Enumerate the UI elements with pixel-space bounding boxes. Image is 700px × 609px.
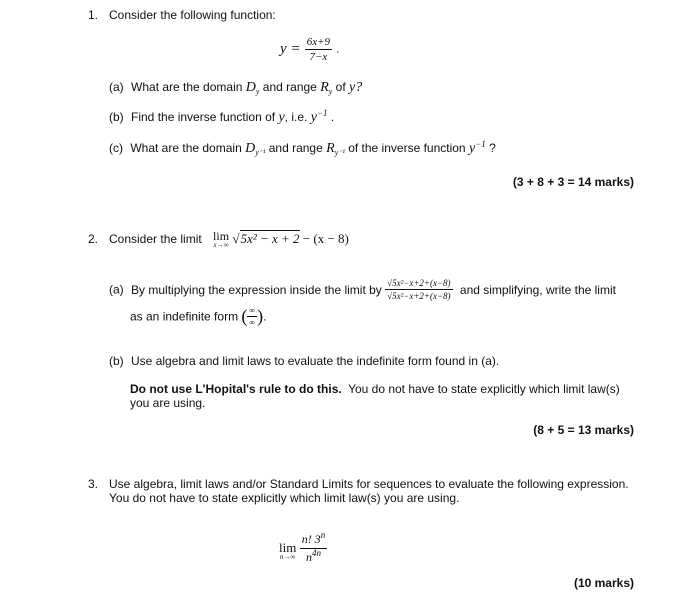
q2-sqrt-argument: 5x² − x + 2 xyxy=(240,231,300,246)
q1-c-text: What are the domain xyxy=(130,141,242,155)
q2-a-conjugate-fraction xyxy=(385,278,452,301)
q2-limit-operator: lim x→∞ xyxy=(213,229,230,249)
q1-a-y: y? xyxy=(349,80,363,95)
q2-b-label: (b) xyxy=(109,354,124,368)
q2-marks: (8 + 5 = 13 marks) xyxy=(533,423,634,437)
q1-c-label: (c) xyxy=(109,141,123,155)
q1-b-ie: , i.e. xyxy=(284,110,308,124)
q1-a-domain-symbol: $D_y$ xyxy=(245,80,260,96)
q1-eq-fraction xyxy=(305,36,332,63)
q3-intro-2: You do not have to state explicitly which limit law(s) you are using. xyxy=(109,491,460,505)
q2-a-text-2: and simplifying, write the limit xyxy=(459,282,616,297)
q1-marks: (3 + 8 + 3 = 14 marks) xyxy=(512,175,634,189)
q3-intro-1: Use algebra, limit laws and/or Standard Limits for sequences to evaluate the following expression. xyxy=(109,477,629,491)
q2-part-a xyxy=(109,278,616,301)
q2-intro-text: Consider the limit xyxy=(109,232,202,246)
q2-a-text: By multiplying the expression inside the limit by xyxy=(131,282,382,297)
q2-a-label: (a) xyxy=(109,282,124,297)
q1-eq-lhs: y = xyxy=(280,41,301,57)
q3-number: 3. xyxy=(88,477,99,491)
q1-b-y: y xyxy=(278,110,285,125)
q2-b-text-2: You do not have to state explicitly which limit law(s) xyxy=(348,382,620,396)
q1-b-text: Find the inverse function of xyxy=(131,110,276,124)
q2-a-indefinite-form: $\frac{\infty}{\infty}$ xyxy=(249,306,256,327)
q2-limit-expression: √5x² − x + 2 − (x − 8) xyxy=(232,231,349,246)
q2-expr-rest: − (x − 8) xyxy=(302,231,349,246)
q2-a-end: . xyxy=(263,309,267,324)
q2-b-text-3: you are using. xyxy=(130,396,206,410)
q1-a-text-2: and range xyxy=(262,80,317,94)
q3-denominator: $n^{4n}$ xyxy=(305,548,321,564)
q2-intro xyxy=(109,230,349,249)
q3-marks: (10 marks) xyxy=(573,576,634,590)
q3-limit-operator: lim n→∞ xyxy=(279,540,297,561)
q3-limit-subscript: n→∞ xyxy=(279,553,296,561)
q2-b-text: Use algebra and limit laws to evaluate the indefinite form found in (a). xyxy=(131,354,500,368)
q2-a-conjugate-num: √5x²−x+2+(x−8) xyxy=(387,278,451,288)
q2-a-conjugate-den: √5x²−x+2+(x−8) xyxy=(387,291,451,301)
q1-part-b xyxy=(109,110,334,126)
q1-c-end: ? xyxy=(489,141,496,155)
q1-part-c xyxy=(109,141,496,157)
q1-b-label: (b) xyxy=(109,110,124,124)
q2-part-a-line2: as an indefinite form ( $\frac{\infty}{\infty}$ ). xyxy=(130,306,267,327)
q2-limit-subscript: x→∞ xyxy=(213,241,229,249)
q1-part-a xyxy=(109,80,362,96)
q1-a-range-symbol: $R_y$ xyxy=(320,80,333,96)
q3-numerator: n! 3$^n$ xyxy=(300,532,328,549)
q3-limit-expression xyxy=(279,532,327,565)
q1-c-inverse: $y^{-1}$ xyxy=(468,139,486,156)
q1-a-text-3: of xyxy=(335,80,346,94)
q2-a-text-3: as an indefinite form xyxy=(130,309,239,324)
q1-a-label: (a) xyxy=(109,80,124,94)
q1-c-text-2: and range xyxy=(268,141,323,155)
q1-eq-numerator: 6x+9 xyxy=(306,36,331,48)
q2-b-instruction xyxy=(130,382,620,396)
q2-part-b xyxy=(109,354,499,368)
q3-fraction xyxy=(300,532,328,565)
q2-number: 2. xyxy=(88,232,99,246)
q1-number: 1. xyxy=(88,8,99,22)
q1-b-end: . xyxy=(330,110,335,124)
q1-c-range-symbol: $R_{y^{-1}}$ xyxy=(326,141,345,157)
q1-intro: Consider the following function: xyxy=(109,8,276,22)
q1-c-text-3: of the inverse function xyxy=(348,141,466,155)
q1-equation xyxy=(280,36,339,63)
q1-b-inverse: $y^{-1}$ xyxy=(310,108,328,125)
q1-c-domain-symbol: $D_{y^{-1}}$ xyxy=(245,141,266,157)
q2-b-bold-note: Do not use L'Hopital's rule to do this. xyxy=(130,382,342,396)
q1-a-text: What are the domain xyxy=(131,80,243,94)
q1-eq-denominator: 7−x xyxy=(309,51,328,63)
q1-eq-end: . xyxy=(336,43,340,56)
